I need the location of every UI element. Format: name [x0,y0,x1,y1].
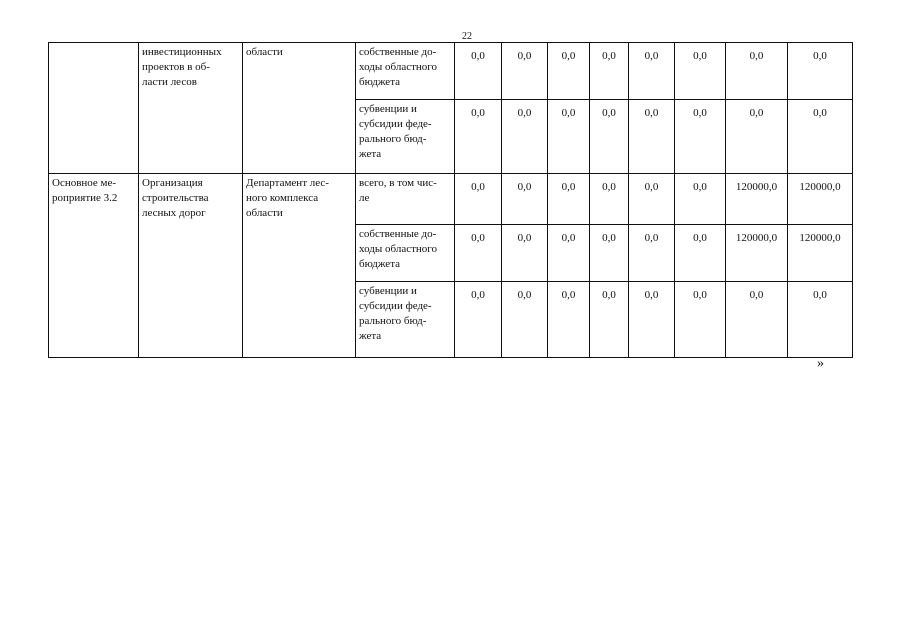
value-cell: 0,0 [548,174,590,225]
value-cell: 0,0 [675,43,726,100]
value-cell: 0,0 [455,282,502,358]
funding-source-cell: субвенции и субсидии феде- рального бюд- жета [356,282,455,358]
value-cell: 0,0 [675,225,726,282]
value-cell: 0,0 [502,100,548,174]
value-cell: 0,0 [455,43,502,100]
value-cell: 0,0 [788,282,853,358]
value-cell: 0,0 [502,282,548,358]
value-cell: 120000,0 [788,225,853,282]
value-cell: 0,0 [590,225,629,282]
value-cell: 0,0 [590,282,629,358]
table-row [49,43,853,100]
value-cell: 0,0 [548,100,590,174]
value-cell: 0,0 [590,100,629,174]
value-cell: 0,0 [455,100,502,174]
value-cell: 0,0 [502,43,548,100]
value-cell: 0,0 [548,225,590,282]
page-number: 22 [462,31,472,42]
executor-cell: области [243,43,356,174]
value-cell: 0,0 [590,43,629,100]
value-cell: 120000,0 [726,174,788,225]
value-cell: 0,0 [726,100,788,174]
table-row [49,174,853,225]
value-cell: 0,0 [675,174,726,225]
value-cell: 0,0 [629,100,675,174]
value-cell: 0,0 [726,43,788,100]
value-cell: 0,0 [629,43,675,100]
measure-cell: Основное ме- роприятие 3.2 [49,174,139,358]
value-cell: 120000,0 [788,174,853,225]
value-cell: 0,0 [502,225,548,282]
executor-cell: Департамент лес- ного комплекса области [243,174,356,358]
measure-cell [49,43,139,174]
value-cell: 0,0 [629,174,675,225]
value-cell: 0,0 [675,282,726,358]
funding-source-cell: собственные до- ходы областного бюджета [356,43,455,100]
value-cell: 0,0 [726,282,788,358]
value-cell: 0,0 [590,174,629,225]
value-cell: 0,0 [455,225,502,282]
value-cell: 0,0 [788,100,853,174]
funding-source-cell: субвенции и субсидии феде- рального бюд- жета [356,100,455,174]
value-cell: 0,0 [548,43,590,100]
budget-table [48,42,853,358]
value-cell: 0,0 [788,43,853,100]
value-cell: 0,0 [675,100,726,174]
value-cell: 0,0 [629,282,675,358]
value-cell: 0,0 [502,174,548,225]
funding-source-cell: всего, в том чис- ле [356,174,455,225]
value-cell: 120000,0 [726,225,788,282]
value-cell: 0,0 [548,282,590,358]
value-cell: 0,0 [455,174,502,225]
measure-name-cell: Организация строительства лесных дорог [139,174,243,358]
value-cell: 0,0 [629,225,675,282]
funding-source-cell: собственные до- ходы областного бюджета [356,225,455,282]
measure-name-cell: инвестиционных проектов в об- ласти лесов [139,43,243,174]
closing-quote-mark: » [817,356,824,371]
